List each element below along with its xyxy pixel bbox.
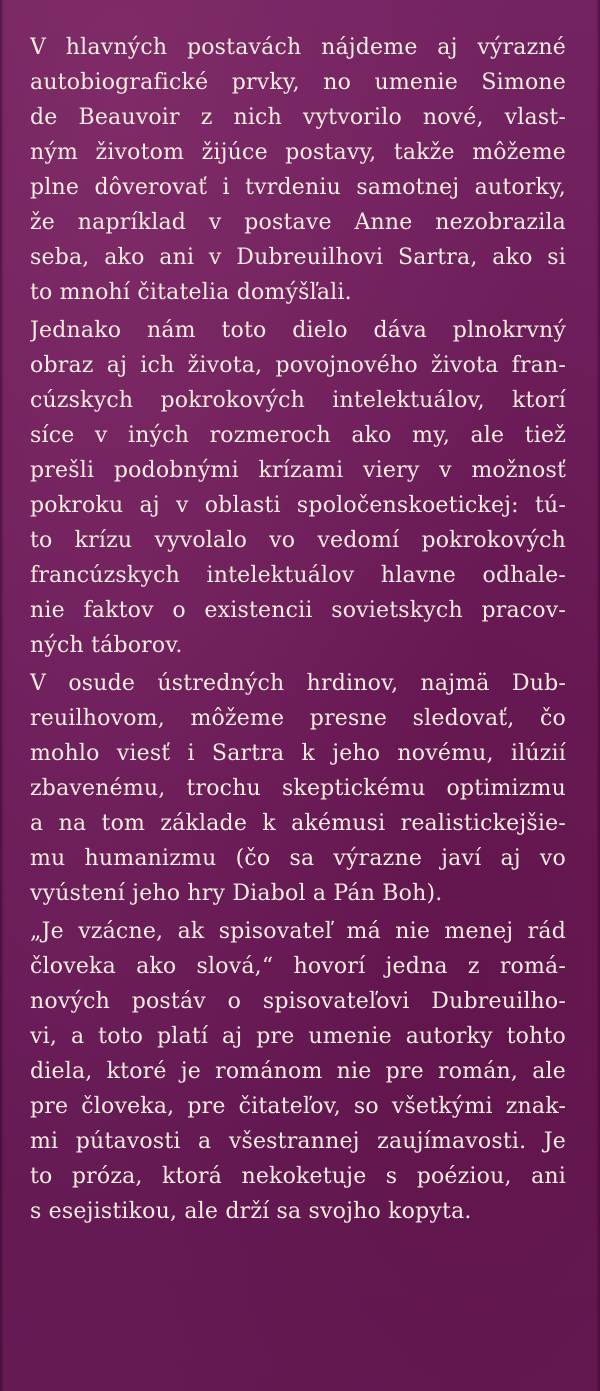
text-line: seba, ako ani v Dubreuilhovi Sartra, ako si: [30, 245, 566, 270]
paragraph-2: [30, 313, 566, 663]
text-line: a na tom základe k akémusi realistickejšie-: [30, 811, 566, 836]
text-line: cúzskych pokrokových intelektuálov, ktorí: [30, 388, 566, 413]
text-line: vi, a toto platí aj pre umenie autorky tohto: [30, 1024, 566, 1049]
text-line: ným životom žijúce postavy, takže môžeme: [30, 140, 566, 165]
text-line: diela, ktoré je románom nie pre román, ale: [30, 1059, 566, 1084]
text-line: to mnohí čitatelia domýšľali.: [30, 280, 352, 305]
text-line: človeka ako slová,“ hovorí jedna z romá-: [30, 954, 566, 979]
text-line: V hlavných postavách nájdeme aj výrazné: [30, 35, 566, 60]
text-line: vyústení jeho hry Diabol a Pán Boh).: [30, 881, 443, 906]
left-edge-shadow: [0, 0, 4, 1391]
text-line: „Je vzácne, ak spisovateľ má nie menej rád: [30, 919, 566, 944]
paragraph-1: [30, 30, 566, 310]
text-line: že napríklad v postave Anne nezobrazila: [30, 210, 566, 235]
text-line: francúzskych intelektuálov hlavne odhale-: [30, 563, 566, 588]
text-line: pre človeka, pre čitateľov, so všetkými znak-: [30, 1094, 566, 1119]
text-line: Jednako nám toto dielo dáva plnokrvný: [30, 318, 566, 343]
paragraph-3: [30, 666, 566, 911]
text-line: zbavenému, trochu skeptickému optimizmu: [30, 776, 566, 801]
text-line: síce v iných rozmeroch ako my, ale tiež: [30, 423, 566, 448]
text-line: nových postáv o spisovateľovi Dubreuilho-: [30, 989, 566, 1014]
paragraph-4: [30, 914, 566, 1229]
text-line: mi pútavosti a všestrannej zaujímavosti. Je: [30, 1129, 566, 1154]
text-line: to próza, ktorá nekoketuje s poéziou, ani: [30, 1164, 566, 1189]
text-line: reuilhovom, môžeme presne sledovať, čo: [30, 706, 566, 731]
right-edge-shadow: [596, 0, 600, 1391]
text-line: obraz aj ich života, povojnového života fran-: [30, 353, 566, 378]
text-line: autobiografické prvky, no umenie Simone: [30, 70, 566, 95]
text-line: de Beauvoir z nich vytvorilo nové, vlast-: [30, 105, 566, 130]
text-line: plne dôverovať i tvrdeniu samotnej autorky,: [30, 175, 566, 200]
text-line: prešli podobnými krízami viery v možnosť: [30, 458, 566, 483]
text-line: mu humanizmu (čo sa výrazne javí aj vo: [30, 846, 566, 871]
text-line: pokroku aj v oblasti spoločenskoetickej: tú-: [30, 493, 566, 518]
text-line: to krízu vyvolalo vo vedomí pokrokových: [30, 528, 566, 553]
text-line: mohlo viesť i Sartra k jeho novému, ilúzií: [30, 741, 566, 766]
text-line: s esejistikou, ale drží sa svojho kopyta.: [30, 1199, 472, 1224]
text-line: V osude ústredných hrdinov, najmä Dub-: [30, 671, 566, 696]
text-line: ných táborov.: [30, 633, 183, 658]
cover-text: [30, 30, 566, 1232]
text-line: nie faktov o existencii sovietskych pracov-: [30, 598, 566, 623]
